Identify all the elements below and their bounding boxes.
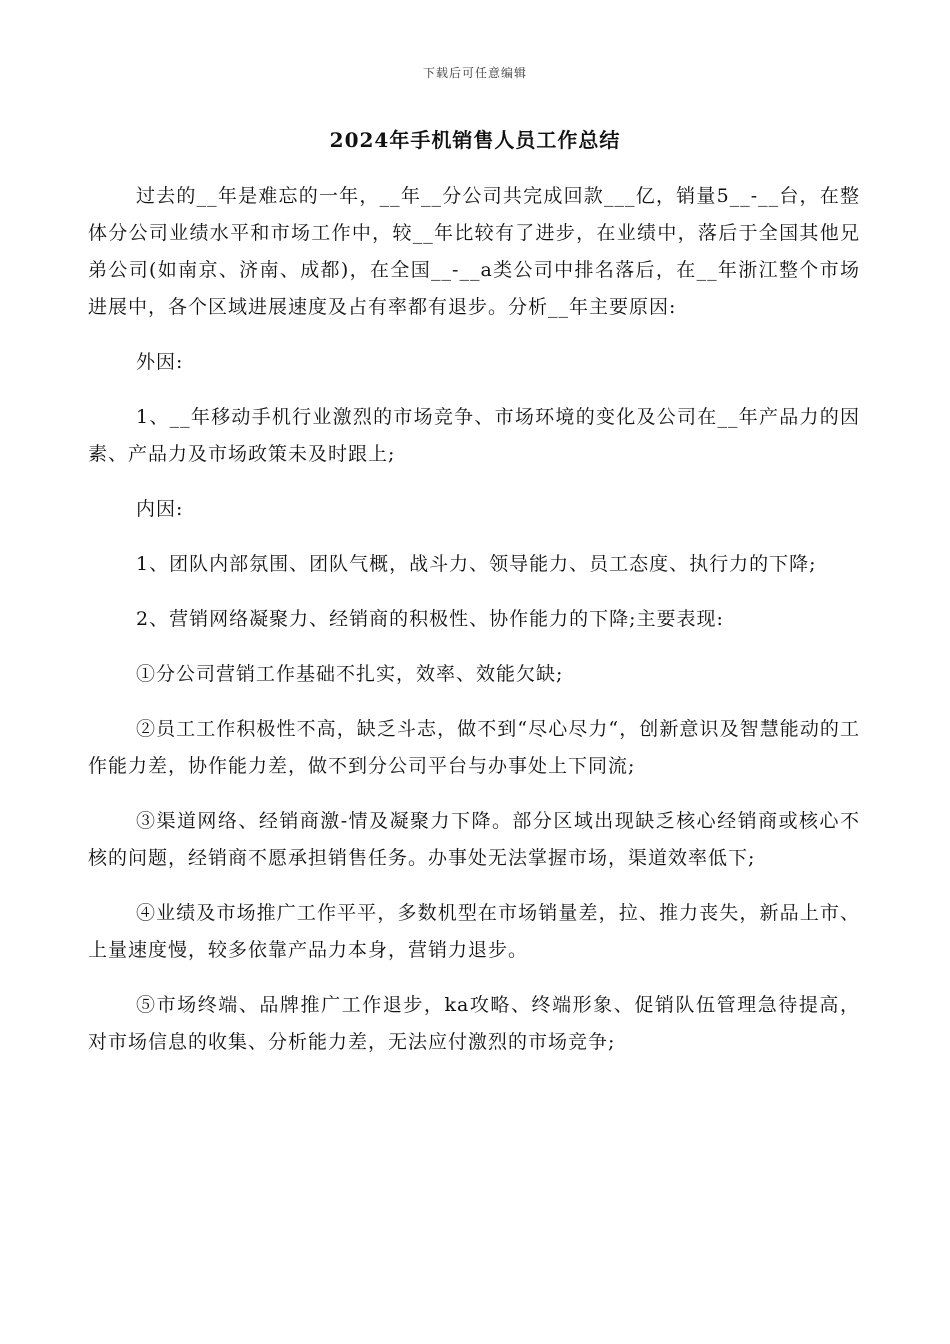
paragraph-point-5: ⑤市场终端、品牌推广工作退步，ka攻略、终端形象、促销队伍管理急待提高，对市场信息的收集、分析能力差，无法应付激烈的市场竞争;: [88, 994, 860, 1053]
paragraph-point-3: ③渠道网络、经销商激-情及凝聚力下降。部分区域出现缺乏核心经销商或核心不核的问题，经销商不愿承担销售任务。办事处无法掌握市场，渠道效率低下;: [88, 810, 860, 869]
paragraph-internal-cause-2: 2、营销网络凝聚力、经销商的积极性、协作能力的下降;主要表现:: [136, 608, 724, 630]
paragraph-internal-causes-heading: 内因:: [136, 498, 184, 520]
paragraph-point-2: ②员工工作积极性不高，缺乏斗志，做不到“尽心尽力“，创新意识及智慧能动的工作能力差，协作能力差，做不到分公司平台与办事处上下同流;: [88, 718, 860, 777]
paragraph-intro: 过去的__年是难忘的一年，__年__分公司共完成回款___亿，销量5__-__台，在整体分公司业绩水平和市场工作中，较__年比较有了进步，在业绩中，落后于全国其他兄弟公司(如南京、济南、成都)，在全国__-__a类公司中排名落后，在__年浙江整个市场进展中，各个区域进展速度及占有率都有退步。分析__年主要原因:: [88, 185, 860, 318]
document-body: [88, 178, 860, 1079]
header-note: 下载后可任意编辑: [422, 66, 527, 80]
document-title: 2024年手机销售人员工作总结: [329, 128, 621, 152]
paragraph-internal-cause-1: 1、团队内部氛围、团队气概，战斗力、领导能力、员工态度、执行力的下降;: [136, 553, 817, 575]
paragraph-point-1: ①分公司营销工作基础不扎实，效率、效能欠缺;: [136, 663, 564, 685]
paragraph-external-cause-1: 1、__年移动手机行业激烈的市场竞争、市场环境的变化及公司在__年产品力的因素、产品力及市场政策未及时跟上;: [88, 406, 860, 465]
paragraph-external-causes-heading: 外因:: [136, 351, 184, 373]
paragraph-point-4: ④业绩及市场推广工作平平，多数机型在市场销量差，拉、推力丧失，新品上市、上量速度慢，较多依靠产品力本身，营销力退步。: [88, 902, 860, 961]
